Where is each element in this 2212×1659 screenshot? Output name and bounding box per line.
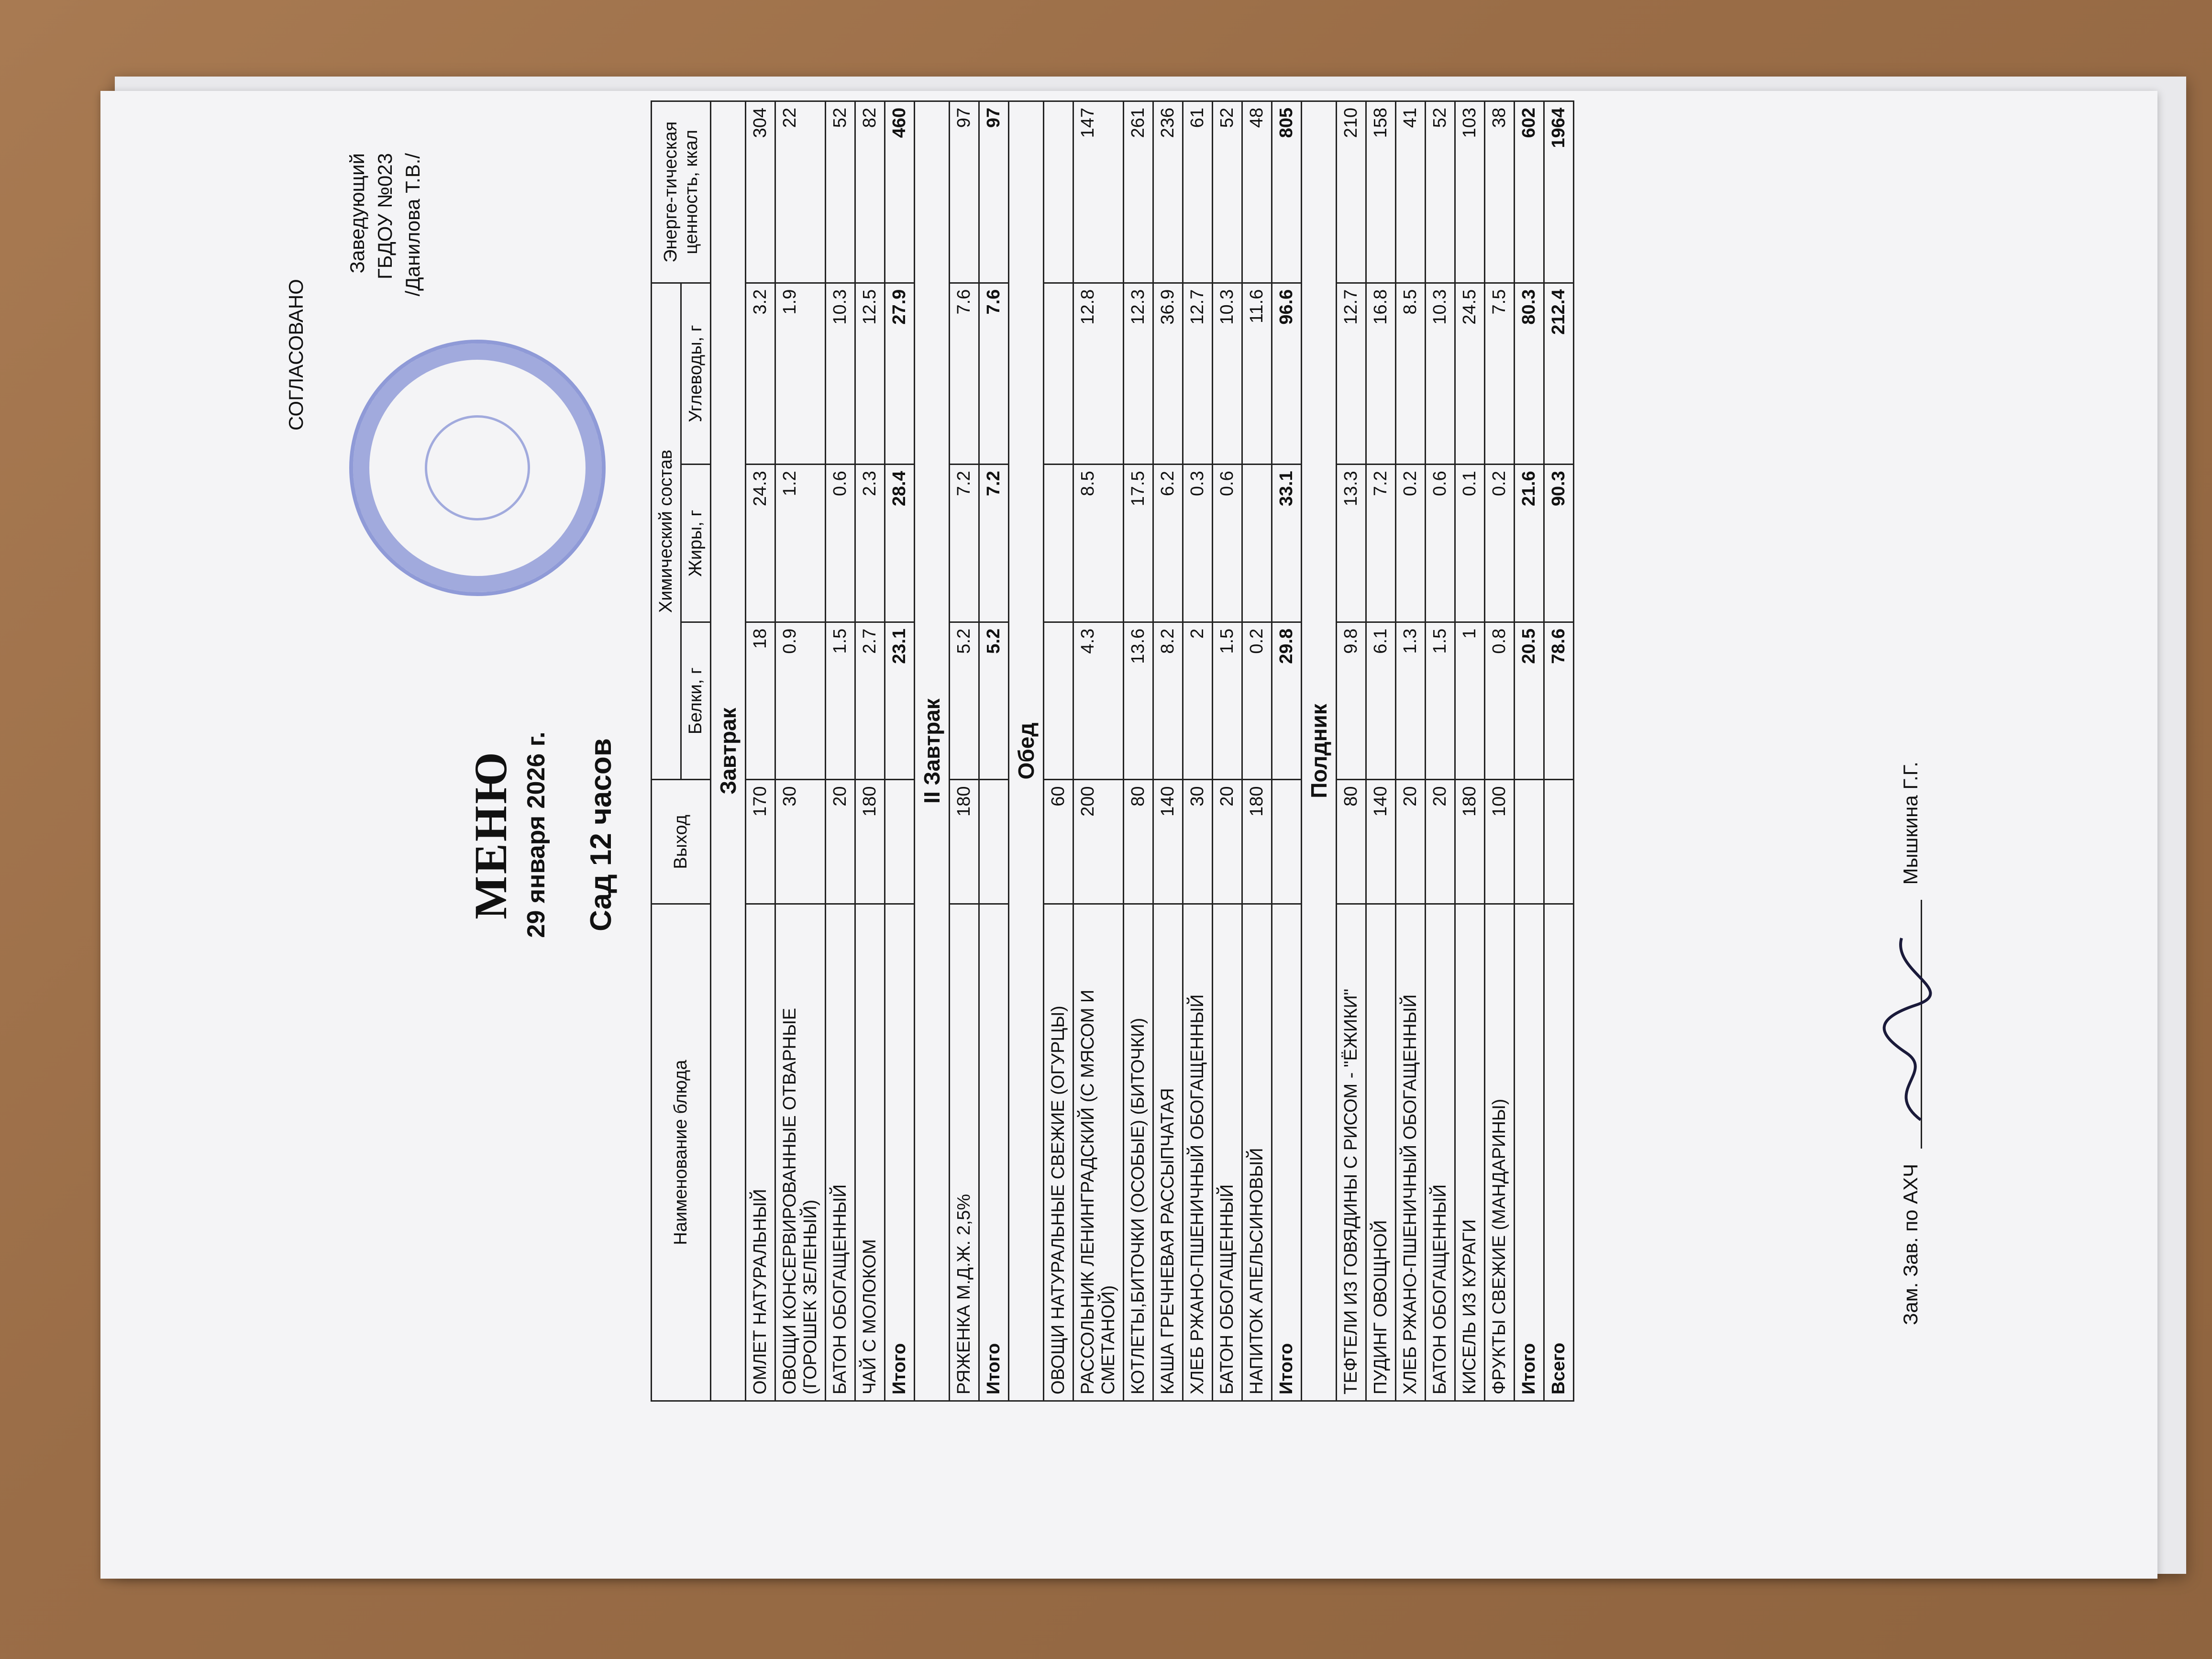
header-chem: Химический состав (652, 283, 681, 780)
dish-carbs: 12.8 (1073, 283, 1124, 465)
dish-carbs: 24.5 (1455, 283, 1485, 465)
dish-carbs: 10.3 (1213, 283, 1242, 465)
dish-output: 20 (1426, 780, 1455, 904)
dish-energy: 304 (746, 101, 775, 283)
table-row (1124, 101, 1153, 1401)
dish-output (979, 780, 1009, 904)
section-total-row (1272, 101, 1302, 1401)
menu-subtitle: Сад 12 часов (585, 738, 618, 931)
header-output: Выход (652, 780, 711, 904)
dish-output: 200 (1073, 780, 1124, 904)
dish-output (1515, 780, 1544, 904)
dish-output: 170 (746, 780, 775, 904)
table-row (1242, 101, 1272, 1401)
dish-name: ХЛЕБ РЖАНО-ПШЕНИЧНЫЙ ОБОГАЩЕННЫЙ (1396, 904, 1426, 1401)
section-header-row (1302, 101, 1337, 1401)
dish-energy: 147 (1073, 101, 1124, 283)
dish-name: Итого (1515, 904, 1544, 1401)
dish-energy: 52 (1213, 101, 1242, 283)
dish-protein: 5.2 (979, 622, 1009, 780)
handwritten-signature (1863, 929, 1940, 1129)
dish-fat: 33.1 (1272, 465, 1302, 622)
dish-output (1272, 780, 1302, 904)
dish-energy: 61 (1183, 101, 1213, 283)
dish-protein: 20.5 (1515, 622, 1544, 780)
dish-energy: 602 (1515, 101, 1544, 283)
dish-output: 20 (826, 780, 855, 904)
dish-protein: 8.2 (1153, 622, 1183, 780)
dish-carbs: 12.7 (1337, 283, 1366, 465)
dish-fat: 0.6 (1213, 465, 1242, 622)
table-row (1455, 101, 1485, 1401)
dish-fat: 90.3 (1544, 465, 1574, 622)
dish-protein: 2 (1183, 622, 1213, 780)
dish-name: ХЛЕБ РЖАНО-ПШЕНИЧНЫЙ ОБОГАЩЕННЫЙ (1183, 904, 1213, 1401)
dish-name: ОВОЩИ НАТУРАЛЬНЫЕ СВЕЖИЕ (ОГУРЦЫ) (1044, 904, 1073, 1401)
table-row (855, 101, 885, 1401)
header-energy: Энерге-тическая ценность, ккал (652, 101, 711, 283)
dish-energy: 97 (950, 101, 979, 283)
table-row (1153, 101, 1183, 1401)
dish-energy: 48 (1242, 101, 1272, 283)
menu-table-body (711, 101, 1574, 1401)
dish-output: 30 (1183, 780, 1213, 904)
dish-name: КАША ГРЕЧНЕВАЯ РАССЫПЧАТАЯ (1153, 904, 1183, 1401)
dish-output: 180 (1455, 780, 1485, 904)
dish-fat: 0.2 (1485, 465, 1515, 622)
dish-name: РЯЖЕНКА М.Д.Ж. 2,5% (950, 904, 979, 1401)
section-title: Завтрак (711, 101, 746, 1401)
dish-carbs: 212.4 (1544, 283, 1574, 465)
table-row (1485, 101, 1515, 1401)
dish-carbs: 11.6 (1242, 283, 1272, 465)
dish-fat: 8.5 (1073, 465, 1124, 622)
dish-name: Итого (979, 904, 1009, 1401)
dish-energy: 22 (775, 101, 826, 283)
dish-fat (1044, 465, 1073, 622)
approval-org: ГБДОУ №023 (374, 153, 396, 279)
dish-protein: 0.8 (1485, 622, 1515, 780)
dish-energy (1044, 101, 1073, 283)
signature-block (1899, 762, 1922, 1325)
dish-carbs: 10.3 (1426, 283, 1455, 465)
dish-output: 80 (1124, 780, 1153, 904)
dish-name: ЧАЙ С МОЛОКОМ (855, 904, 885, 1401)
dish-carbs: 80.3 (1515, 283, 1544, 465)
dish-protein: 1.5 (1426, 622, 1455, 780)
dish-protein: 1.5 (826, 622, 855, 780)
dish-name: БАТОН ОБОГАЩЕННЫЙ (1213, 904, 1242, 1401)
dish-fat: 1.2 (775, 465, 826, 622)
dish-carbs: 3.2 (746, 283, 775, 465)
table-row (1366, 101, 1396, 1401)
dish-energy: 1964 (1544, 101, 1574, 283)
table-row (1183, 101, 1213, 1401)
section-header-row (915, 101, 950, 1401)
dish-protein (1044, 622, 1073, 780)
dish-output (885, 780, 915, 904)
dish-carbs: 12.3 (1124, 283, 1153, 465)
dish-protein: 23.1 (885, 622, 915, 780)
dish-fat: 7.2 (1366, 465, 1396, 622)
section-header-row (1009, 101, 1044, 1401)
dish-fat: 2.3 (855, 465, 885, 622)
dish-output: 60 (1044, 780, 1073, 904)
dish-fat: 0.6 (1426, 465, 1455, 622)
dish-carbs: 27.9 (885, 283, 915, 465)
dish-protein: 0.2 (1242, 622, 1272, 780)
dish-name: КИСЕЛЬ ИЗ КУРАГИ (1455, 904, 1485, 1401)
dish-protein: 4.3 (1073, 622, 1124, 780)
dish-energy: 38 (1485, 101, 1515, 283)
dish-protein: 29.8 (1272, 622, 1302, 780)
dish-name: КОТЛЕТЫ,БИТОЧКИ (ОСОБЫЕ) (БИТОЧКИ) (1124, 904, 1153, 1401)
document-content (100, 91, 2157, 1579)
table-row (950, 101, 979, 1401)
header-protein: Белки, г (681, 622, 711, 780)
dish-carbs: 12.7 (1183, 283, 1213, 465)
dish-energy: 41 (1396, 101, 1426, 283)
table-row (1213, 101, 1242, 1401)
dish-carbs: 36.9 (1153, 283, 1183, 465)
dish-name: ПУДИНГ ОВОЩНОЙ (1366, 904, 1396, 1401)
dish-name: Итого (885, 904, 915, 1401)
dish-energy: 460 (885, 101, 915, 283)
dish-carbs: 10.3 (826, 283, 855, 465)
menu-sheet (100, 91, 2157, 1579)
dish-output: 20 (1213, 780, 1242, 904)
section-header-row (711, 101, 746, 1401)
dish-carbs (1044, 283, 1073, 465)
dish-fat: 7.2 (979, 465, 1009, 622)
approval-block (282, 153, 427, 459)
dish-name: ТЕФТЕЛИ ИЗ ГОВЯДИНЫ С РИСОМ - "ЁЖИКИ" (1337, 904, 1366, 1401)
table-row (1396, 101, 1426, 1401)
dish-protein: 13.6 (1124, 622, 1153, 780)
dish-energy: 103 (1455, 101, 1485, 283)
dish-output: 140 (1366, 780, 1396, 904)
dish-carbs: 1.9 (775, 283, 826, 465)
table-row (1426, 101, 1455, 1401)
dish-name: Итого (1272, 904, 1302, 1401)
section-title: II Завтрак (915, 101, 950, 1401)
dish-protein: 6.1 (1366, 622, 1396, 780)
dish-output: 20 (1396, 780, 1426, 904)
dish-protein: 9.8 (1337, 622, 1366, 780)
table-row (1337, 101, 1366, 1401)
dish-protein: 1.5 (1213, 622, 1242, 780)
dish-name: НАПИТОК АПЕЛЬСИНОВЫЙ (1242, 904, 1272, 1401)
dish-energy: 82 (855, 101, 885, 283)
dish-fat: 0.3 (1183, 465, 1213, 622)
menu-table (651, 100, 1574, 1402)
dish-protein: 2.7 (855, 622, 885, 780)
dish-output (1544, 780, 1574, 904)
signature-line (1921, 900, 1922, 1149)
dish-protein: 1 (1455, 622, 1485, 780)
approval-position: Заведующий (346, 153, 368, 274)
dish-carbs: 16.8 (1366, 283, 1396, 465)
dish-carbs: 7.6 (979, 283, 1009, 465)
table-row (1073, 101, 1124, 1401)
dish-name: БАТОН ОБОГАЩЕННЫЙ (1426, 904, 1455, 1401)
page-title: МЕНЮ (465, 750, 516, 919)
dish-carbs: 8.5 (1396, 283, 1426, 465)
grand-total-row (1544, 101, 1574, 1401)
dish-energy: 261 (1124, 101, 1153, 283)
table-row (746, 101, 775, 1401)
dish-fat: 0.2 (1396, 465, 1426, 622)
dish-fat: 24.3 (746, 465, 775, 622)
section-total-row (1515, 101, 1544, 1401)
dish-energy: 52 (1426, 101, 1455, 283)
dish-name: РАССОЛЬНИК ЛЕНИНГРАДСКИЙ (С МЯСОМ И СМЕТАНОЙ) (1073, 904, 1124, 1401)
dish-carbs: 96.6 (1272, 283, 1302, 465)
dish-output: 100 (1485, 780, 1515, 904)
table-row (1044, 101, 1073, 1401)
dish-energy: 158 (1366, 101, 1396, 283)
menu-date: 29 января 2026 г. (522, 731, 550, 938)
signature-name: Мышкина Г.Г. (1899, 762, 1922, 885)
dish-name: ФРУКТЫ СВЕЖИЕ (МАНДАРИНЫ) (1485, 904, 1515, 1401)
dish-output: 80 (1337, 780, 1366, 904)
dish-protein: 1.3 (1396, 622, 1426, 780)
section-total-row (979, 101, 1009, 1401)
dish-fat: 17.5 (1124, 465, 1153, 622)
dish-fat: 0.6 (826, 465, 855, 622)
signature-label: Зам. Зав. по АХЧ (1899, 1163, 1922, 1325)
dish-fat: 13.3 (1337, 465, 1366, 622)
dish-energy: 805 (1272, 101, 1302, 283)
dish-name: ОМЛЕТ НАТУРАЛЬНЫЙ (746, 904, 775, 1401)
dish-protein: 5.2 (950, 622, 979, 780)
dish-fat: 0.1 (1455, 465, 1485, 622)
dish-name: ОВОЩИ КОНСЕРВИРОВАННЫЕ ОТВАРНЫЕ (ГОРОШЕК ЗЕЛЕНЫЙ) (775, 904, 826, 1401)
dish-protein: 0.9 (775, 622, 826, 780)
dish-energy: 210 (1337, 101, 1366, 283)
dish-carbs: 7.5 (1485, 283, 1515, 465)
dish-fat: 6.2 (1153, 465, 1183, 622)
header-carbs: Углеводы, г (681, 283, 711, 465)
dish-carbs: 7.6 (950, 283, 979, 465)
dish-fat (1242, 465, 1272, 622)
dish-protein: 78.6 (1544, 622, 1574, 780)
dish-protein: 18 (746, 622, 775, 780)
dish-output: 140 (1153, 780, 1183, 904)
table-row (826, 101, 855, 1401)
table-row (775, 101, 826, 1401)
dish-output: 180 (950, 780, 979, 904)
dish-fat: 21.6 (1515, 465, 1544, 622)
dish-output: 30 (775, 780, 826, 904)
dish-energy: 52 (826, 101, 855, 283)
approval-label: СОГЛАСОВАНО (285, 279, 307, 431)
dish-name: БАТОН ОБОГАЩЕННЫЙ (826, 904, 855, 1401)
dish-fat: 7.2 (950, 465, 979, 622)
approval-signer: /Данилова Т.В./ (401, 153, 424, 297)
dish-fat: 28.4 (885, 465, 915, 622)
header-dish-name: Наименование блюда (652, 904, 711, 1401)
section-title: Полдник (1302, 101, 1337, 1401)
dish-energy: 236 (1153, 101, 1183, 283)
dish-energy: 97 (979, 101, 1009, 283)
document-header (464, 91, 618, 1579)
dish-name: Всего (1544, 904, 1574, 1401)
dish-carbs: 12.5 (855, 283, 885, 465)
section-total-row (885, 101, 915, 1401)
section-title: Обед (1009, 101, 1044, 1401)
header-fat: Жиры, г (681, 465, 711, 622)
dish-output: 180 (1242, 780, 1272, 904)
dish-output: 180 (855, 780, 885, 904)
